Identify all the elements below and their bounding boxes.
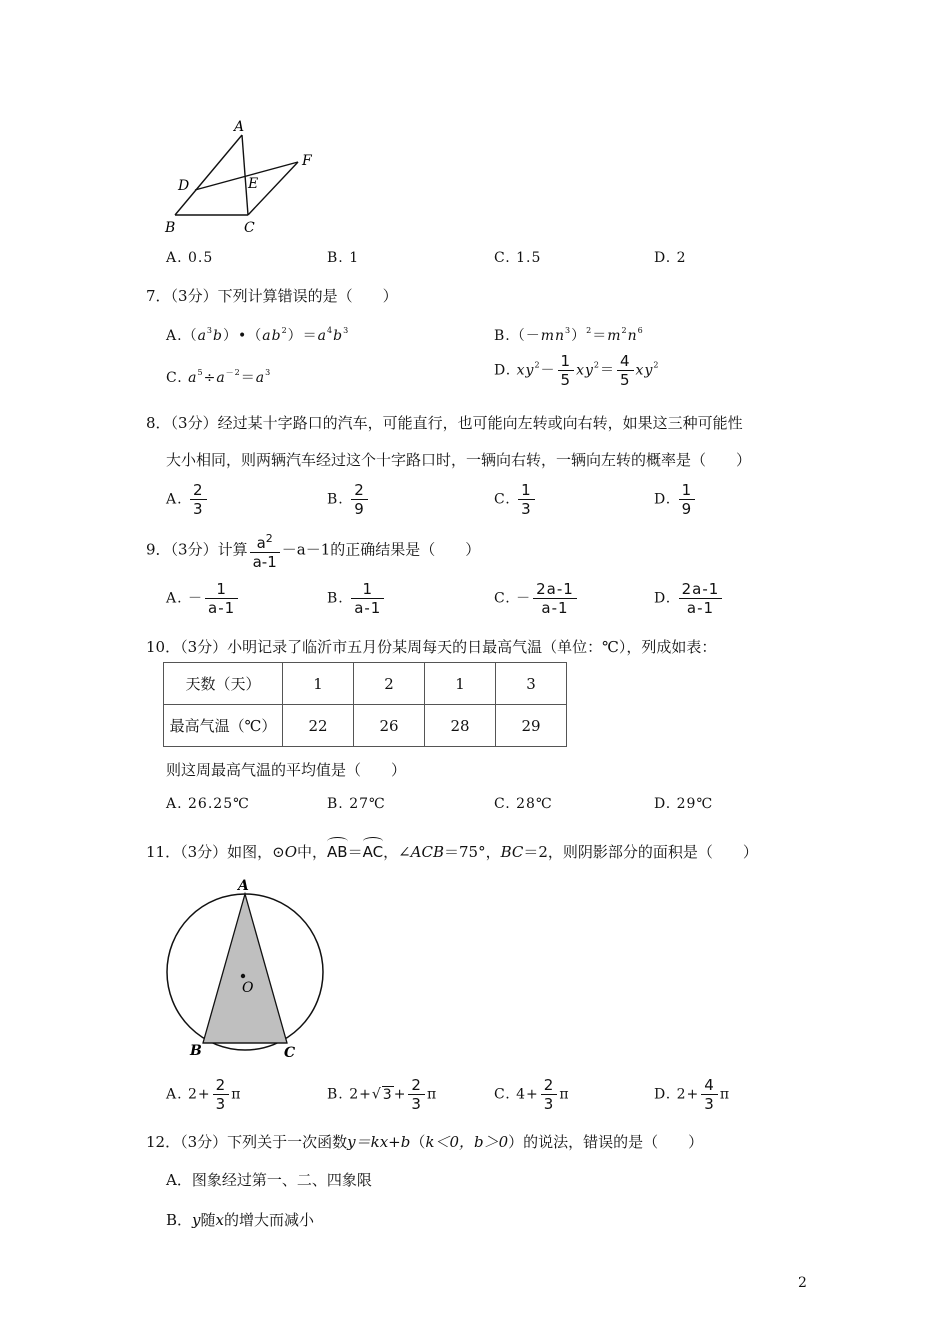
q11-stem: 11．（3分）如图，⊙O中，AB＝AC，∠ACB＝75°，BC＝2，则阴影部分的面积是（ ） — [146, 843, 758, 861]
label-B: B — [165, 220, 176, 236]
label-C: C — [284, 1045, 296, 1061]
table-cell: 28 — [425, 705, 496, 747]
q8-option-c[interactable]: C. $\frac{1}{3}$ — [494, 481, 537, 518]
q8-option-b[interactable]: B. $\frac{2}{9}$ — [327, 481, 370, 518]
table-cell: 26 — [354, 705, 425, 747]
label-A: A — [238, 878, 249, 894]
q7-option-d[interactable]: D. $xy^2-$ $\frac{1}{5}$ $xy^2=$ $\frac{4}{5}$ $xy^2$ — [494, 352, 660, 389]
q8-stem-line2: 大小相同，则两辆汽车经过这个十字路口时，一辆向右转，一辆向左转的概率是（ ） — [166, 451, 752, 469]
q8-stem-line1: 8．（3分）经过某十字路口的汽车，可能直行，也可能向左转或向右转，如果这三种可能性 — [146, 414, 743, 432]
arc-ac: AC — [362, 843, 384, 861]
label-B: B — [190, 1043, 202, 1059]
label-F: F — [302, 153, 312, 169]
q12-option-a[interactable]: A．图象经过第一、二、四象限 — [166, 1171, 372, 1189]
label-O: O — [242, 980, 254, 996]
q10-stem: 10．（3分）小明记录了临沂市五月份某周每天的日最高气温（单位：℃），列成如表： — [146, 638, 717, 656]
table-cell: 29 — [496, 705, 567, 747]
q8-option-a[interactable]: A. $\frac{2}{3}$ — [166, 481, 209, 518]
q10-option-a[interactable]: A. 26.25℃ — [166, 796, 250, 812]
page-number: 2 — [798, 1275, 807, 1291]
q11-option-d[interactable]: D. 2+ $\frac{4}{3}$ π — [654, 1076, 731, 1113]
label-A: A — [234, 119, 245, 135]
q10-option-d[interactable]: D. 29℃ — [654, 796, 714, 812]
temperature-table — [163, 662, 567, 747]
q12-stem: 12．（3分）下列关于一次函数y＝kx+b（k＜0，b＞0）的说法，错误的是（ ） — [146, 1133, 704, 1151]
table-cell: 1 — [283, 663, 354, 705]
table-cell: 2 — [354, 663, 425, 705]
q9-option-b[interactable]: B. $\frac{1}{a-1}$ — [327, 580, 386, 617]
q7-option-b[interactable]: $B.(-mn^3)^2=m^2n^6$ — [494, 326, 644, 344]
q11-option-a[interactable]: A. 2+ $\frac{2}{3}$ π — [166, 1076, 242, 1113]
q10-question: 则这周最高气温的平均值是（ ） — [166, 761, 407, 779]
q6-option-b[interactable]: B. 1 — [327, 250, 360, 266]
q8-option-d[interactable]: D. $\frac{1}{9}$ — [654, 481, 697, 518]
q12-option-b[interactable]: B．y随x的增大而减小 — [166, 1211, 315, 1229]
table-row — [164, 705, 567, 747]
q9-stem: 9．（3分）计算 $\frac{a^2}{a-1}$ －a－1的正确结果是（ ） — [146, 532, 481, 571]
table-header-temp: 最高气温（℃） — [164, 705, 283, 747]
q6-option-a[interactable]: A. 0.5 — [166, 250, 214, 266]
label-E: E — [248, 176, 259, 192]
arc-ab: AB — [327, 843, 348, 861]
label-D: D — [178, 178, 190, 194]
q11-option-c[interactable]: C. 4+ $\frac{2}{3}$ π — [494, 1076, 570, 1113]
q9-option-d[interactable]: D. $\frac{2a-1}{a-1}$ — [654, 580, 724, 617]
label-C: C — [244, 220, 255, 236]
table-header-days: 天数（天） — [164, 663, 283, 705]
table-row — [164, 663, 567, 705]
q7-stem: 7．（3分）下列计算错误的是（ ） — [146, 287, 398, 305]
q6-option-d[interactable]: D. 2 — [654, 250, 687, 266]
q11-option-b[interactable]: B. 2+√3+ $\frac{2}{3}$ π — [327, 1076, 438, 1113]
circle-figure-q11 — [160, 875, 335, 1065]
table-cell: 1 — [425, 663, 496, 705]
q9-option-c[interactable]: C. － $\frac{2a-1}{a-1}$ — [494, 580, 579, 617]
q10-option-c[interactable]: C. 28℃ — [494, 796, 553, 812]
q10-option-b[interactable]: B. 27℃ — [327, 796, 386, 812]
q6-option-c[interactable]: C. 1.5 — [494, 250, 542, 266]
q7-option-a[interactable]: $A.(a^3b)•(ab^2)=a^4b^3$ — [166, 326, 350, 344]
table-cell: 22 — [283, 705, 354, 747]
q9-option-a[interactable]: A. － $\frac{1}{a-1}$ — [166, 580, 240, 617]
table-cell: 3 — [496, 663, 567, 705]
geometry-figure-q6 — [160, 115, 330, 240]
q7-option-c[interactable]: C. $a^5\div a^{-2}=a^3$ — [166, 368, 272, 386]
